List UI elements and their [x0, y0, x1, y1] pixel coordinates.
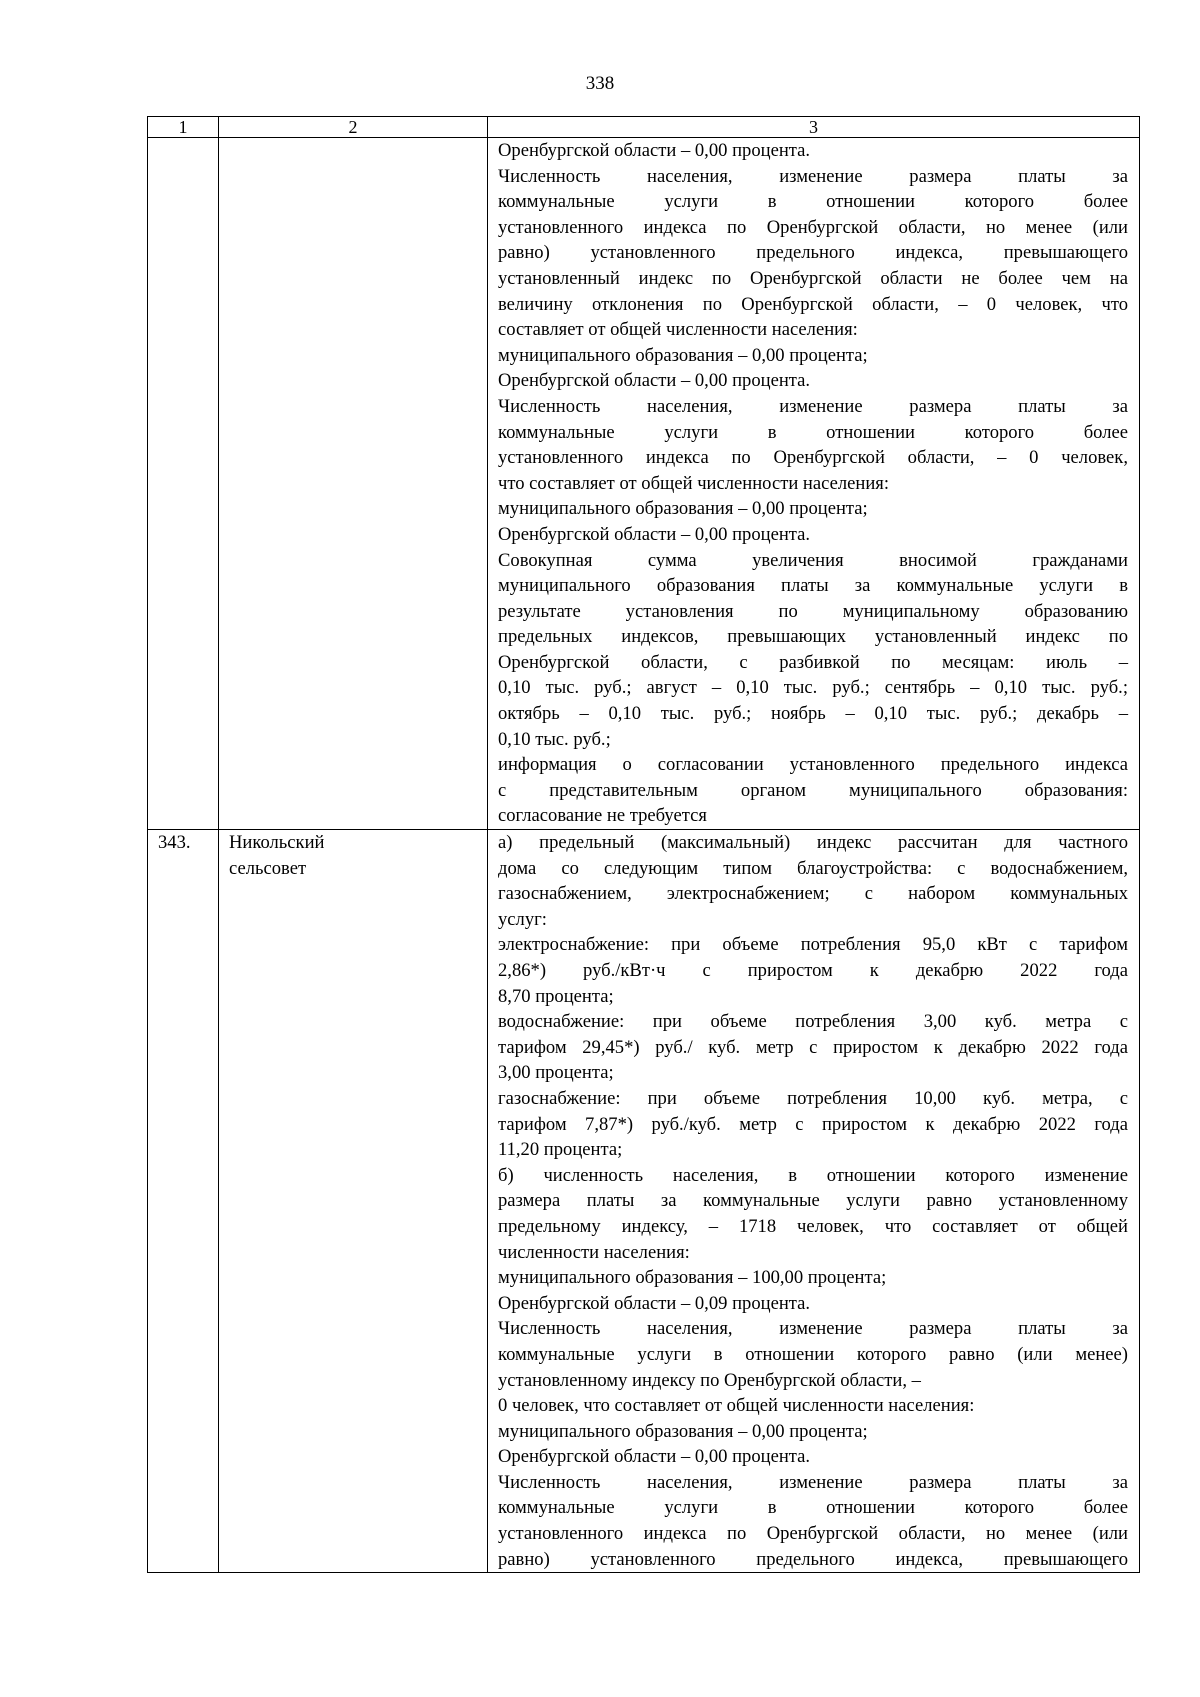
row-name-line-1: Никольский — [229, 832, 325, 854]
row-text-cell — [488, 830, 1140, 1573]
text-line: тарифом 7,87*) руб./куб. метр с приростом к декабрю 2022 года — [498, 1113, 1128, 1135]
text-line: муниципального образования – 100,00 процента; — [498, 1267, 887, 1289]
text-line: Оренбургской области – 0,09 процента. — [498, 1292, 811, 1314]
text-line: равно) установленного предельного индекса, превышающего — [498, 242, 1128, 264]
text-line: электроснабжение: при объеме потребления 95,0 кВт с тарифом — [498, 934, 1128, 956]
text-line: Оренбургской области – 0,00 процента. — [498, 523, 811, 545]
row-text-continued — [488, 138, 1139, 829]
header-col-2: 2 — [219, 117, 488, 138]
text-line: 8,70 процента; — [498, 985, 614, 1007]
text-line: коммунальные услуги в отношении которого более — [498, 191, 1128, 213]
text-line: муниципального образования – 0,00 процента; — [498, 344, 868, 366]
text-line: Численность населения, изменение размера платы за — [498, 395, 1128, 417]
text-line: равно) установленного предельного индекса, превышающего — [498, 1548, 1128, 1570]
text-line: а) предельный (максимальный) индекс рассчитан для частного — [498, 832, 1128, 854]
row-name-cell — [219, 830, 488, 1573]
text-line: установленного индекса по Оренбургской области, – 0 человек, — [498, 447, 1128, 469]
row-number-cell — [148, 830, 219, 1573]
text-line: предельных индексов, превышающих установленный индекс по — [498, 626, 1128, 648]
text-line: 0 человек, что составляет от общей численности населения: — [498, 1395, 975, 1417]
row-text-cell — [488, 138, 1140, 830]
text-line: Численность населения, изменение размера платы за — [498, 1318, 1128, 1340]
text-line: 11,20 процента; — [498, 1139, 623, 1161]
text-line: муниципального образования – 0,00 процента; — [498, 1420, 868, 1442]
header-col-1: 1 — [148, 117, 219, 138]
text-line: Оренбургской области – 0,00 процента. — [498, 140, 811, 161]
text-line: согласование не требуется — [498, 805, 707, 827]
text-line: установленный индекс по Оренбургской области не более чем на — [498, 267, 1128, 289]
text-line: 0,10 тыс. руб.; август – 0,10 тыс. руб.; сентябрь – 0,10 тыс. руб.; — [498, 677, 1128, 699]
text-line: составляет от общей численности населения: — [498, 319, 858, 341]
row-name-cell-empty — [219, 138, 488, 830]
header-col-3: 3 — [488, 117, 1140, 138]
text-line: коммунальные услуги в отношении которого более — [498, 1497, 1128, 1519]
text-line: предельному индексу, – 1718 человек, что составляет от общей — [498, 1215, 1128, 1237]
text-line: Оренбургской области, с разбивкой по месяцам: июль – — [498, 651, 1128, 673]
document-table — [147, 116, 1140, 1573]
text-line: услуг: — [498, 908, 547, 930]
text-line: 2,86*) руб./кВт·ч с приростом к декабрю 2022 года — [498, 960, 1128, 981]
row-text-343 — [488, 830, 1139, 1572]
text-line: информация о согласовании установленного предельного индекса — [498, 754, 1128, 776]
text-line: б) численность населения, в отношении которого изменение — [498, 1164, 1128, 1186]
text-line: октябрь – 0,10 тыс. руб.; ноябрь – 0,10 тыс. руб.; декабрь – — [498, 703, 1128, 725]
row-name-line-2: сельсовет — [229, 857, 307, 879]
text-line: установленному индексу по Оренбургской области, – — [498, 1369, 921, 1391]
text-line: численности населения: — [498, 1241, 690, 1263]
text-line: Совокупная сумма увеличения вносимой гражданами — [498, 549, 1128, 571]
text-line: коммунальные услуги в отношении которого более — [498, 421, 1128, 443]
table-row-343 — [148, 830, 1140, 1573]
text-line: результате установления по муниципальному образованию — [498, 600, 1128, 622]
text-line: 0,10 тыс. руб.; — [498, 728, 611, 750]
text-line: тарифом 29,45*) руб./ куб. метр с приростом к декабрю 2022 года — [498, 1036, 1128, 1058]
text-line: величину отклонения по Оренбургской области, – 0 человек, что — [498, 293, 1128, 315]
text-line: Численность населения, изменение размера платы за — [498, 165, 1128, 187]
text-line: установленного индекса по Оренбургской области, но менее (или — [498, 1523, 1128, 1545]
row-number-cell-empty — [148, 138, 219, 830]
row-number: 343. — [158, 832, 191, 854]
text-line: муниципального образования – 0,00 процента; — [498, 498, 868, 520]
text-line: что составляет от общей численности населения: — [498, 472, 890, 494]
text-line: Численность населения, изменение размера платы за — [498, 1471, 1128, 1493]
text-line: водоснабжение: при объеме потребления 3,00 куб. метра с — [498, 1011, 1128, 1033]
text-line: размера платы за коммунальные услуги равно установленному — [498, 1190, 1128, 1212]
table-header-row — [148, 117, 1140, 138]
text-line: Оренбургской области – 0,00 процента. — [498, 370, 811, 392]
text-line: муниципального образования платы за коммунальные услуги в — [498, 575, 1128, 597]
page-number: 338 — [585, 73, 615, 94]
text-line: 3,00 процента; — [498, 1062, 614, 1084]
text-line: с представительным органом муниципального образования: — [498, 779, 1128, 801]
text-line: установленного индекса по Оренбургской области, но менее (или — [498, 216, 1128, 238]
text-line: газоснабжение: при объеме потребления 10,00 куб. метра, с — [498, 1087, 1128, 1109]
text-line: дома со следующим типом благоустройства: с водоснабжением, — [498, 857, 1128, 879]
text-line: коммунальные услуги в отношении которого равно (или менее) — [498, 1343, 1128, 1365]
text-line: газоснабжением, электроснабжением; с набором коммунальных — [498, 883, 1128, 905]
table-row-continued — [148, 138, 1140, 830]
text-line: Оренбургской области – 0,00 процента. — [498, 1446, 811, 1468]
